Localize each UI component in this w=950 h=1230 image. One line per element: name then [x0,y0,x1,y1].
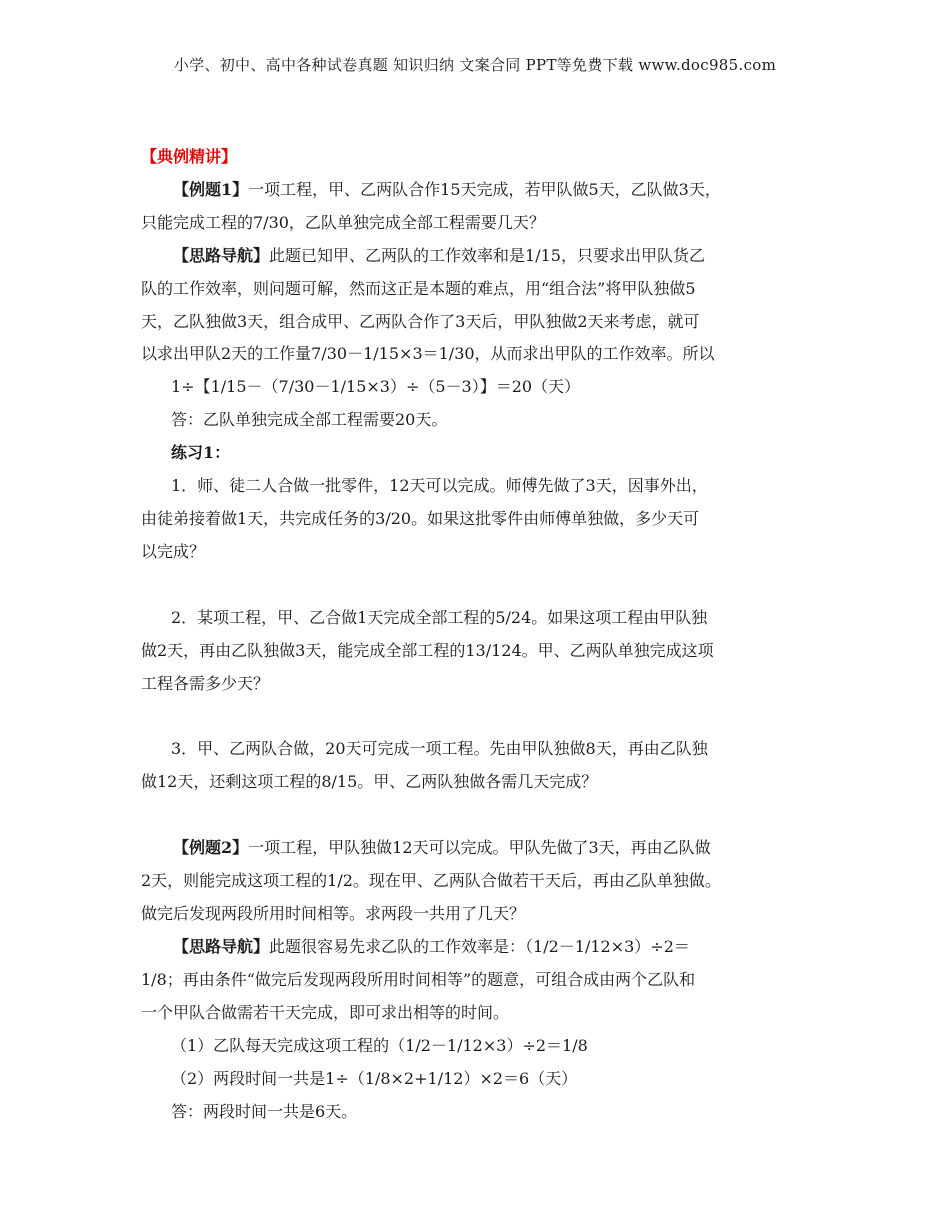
practice1-q1-line3: 以完成？ [141,542,206,561]
practice1-q2-line1: 2．某项工程，甲、乙合做1天完成全部工程的5/24。如果这项工程由甲队独 [171,608,708,627]
section-title: 【典例精讲】 [141,147,238,166]
example2-hint-text1: 此题很容易先求乙队的工作效率是：（1/2－1/12×3）÷2＝ [269,937,690,956]
practice1-q2-line2: 做2天，再由乙队独做3天，能完成全部工程的13/124。甲、乙两队单独完成这项 [141,641,714,660]
practice1-q3-line2: 做12天，还剩这项工程的8/15。甲、乙两队独做各需几天完成？ [141,772,598,791]
example1-answer: 答：乙队单独完成全部工程需要20天。 [171,410,448,429]
page-header: 小学、初中、高中各种试卷真题 知识归纳 文案合同 PPT等免费下载 www.doc985.com [173,56,777,74]
practice1-q2-line3: 工程各需多少天？ [141,674,270,693]
example2-answer: 答：两段时间一共是6天。 [171,1102,358,1121]
example2-hint-label: 【思路导航】 [173,937,270,956]
example2-label: 【例题2】 [173,838,249,857]
example1-text-line1: 一项工程，甲、乙两队合作15天完成，若甲队做5天，乙队做3天， [248,180,721,199]
example2-hint-line2: 1/8；再由条件“做完后发现两段所用时间相等”的题意，可组合成由两个乙队和 [141,970,696,989]
example1-hint-line1 [173,245,705,267]
example1-hint-line2: 队的工作效率，则问题可解，然而这正是本题的难点，用“组合法”将甲队独做5 [141,279,696,298]
example1-hint-text1: 此题已知甲、乙两队的工作效率和是1/15，只要求出甲队货乙 [269,246,705,265]
practice1-label: 练习1： [171,443,231,462]
example1-text-line2: 只能完成工程的7/30，乙队单独完成全部工程需要几天？ [141,213,545,232]
practice1-q1-line1: 1．师、徒二人合做一批零件，12天可以完成。师傅先做了3天，因事外出， [171,476,708,495]
example2-text-line3: 做完后发现两段所用时间相等。求两段一共用了几天？ [141,904,526,923]
example1-hint-line4: 以求出甲队2天的工作量7/30－1/15×3＝1/30，从而求出甲队的工作效率。所以 [141,344,715,363]
example2-text-line1: 一项工程，甲队独做12天可以完成。甲队先做了3天，再由乙队做 [248,838,711,857]
example2-question-line1 [173,837,711,859]
practice1-q3-line1: 3．甲、乙两队合做，20天可完成一项工程。先由甲队独做8天，再由乙队独 [171,739,708,758]
example2-text-line2: 2天，则能完成这项工程的1/2。现在甲、乙两队合做若干天后，再由乙队单独做。 [141,871,721,890]
example1-label: 【例题1】 [173,180,249,199]
example1-hint-label: 【思路导航】 [173,246,270,265]
practice1-q1-line2: 由徒弟接着做1天，共完成任务的3/20。如果这批零件由师傅单独做，多少天可 [141,509,700,528]
example1-hint-line3: 天，乙队独做3天，组合成甲、乙两队合作了3天后，甲队独做2天来考虑，就可 [141,312,700,331]
example1-question-line1 [173,179,721,201]
example2-hint-line3: 一个甲队合做需若干天完成，即可求出相等的时间。 [141,1003,510,1022]
example2-step2: （2）两段时间一共是1÷（1/8×2+1/12）×2＝6（天） [171,1069,578,1088]
example2-step1: （1）乙队每天完成这项工程的（1/2－1/12×3）÷2＝1/8 [171,1036,588,1055]
example1-formula: 1÷【1/15－（7/30－1/15×3）÷（5－3）】＝20（天） [171,377,581,396]
example2-hint-line1 [173,936,690,958]
